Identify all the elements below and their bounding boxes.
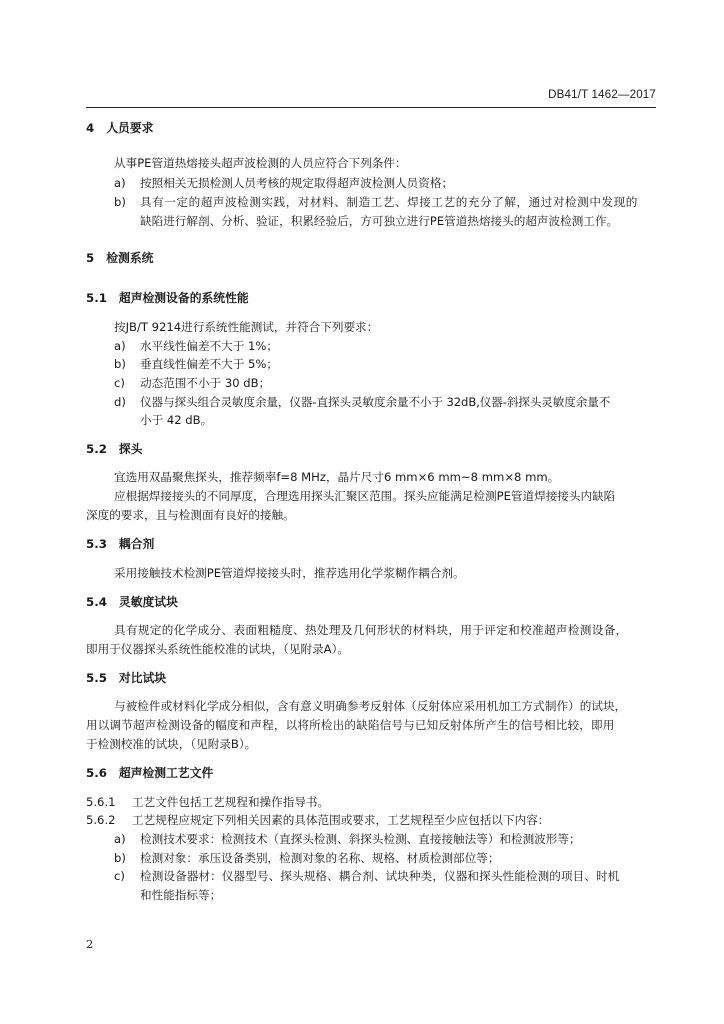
section-5-1-item-b-label: b) — [114, 357, 126, 371]
section-4-item-b-text-2: 缺陷进行解剖、分析、验证，积累经验后，方可独立进行PE管道热熔接头的超声波检测工作。 — [140, 214, 619, 228]
section-5-title: 检测系统 — [106, 251, 154, 265]
section-5-1-item-c-label: c) — [114, 376, 125, 390]
section-5-2-para-2-line-2: 深度的要求，且与检测面有良好的接触。 — [86, 508, 295, 522]
section-5-4-title: 灵敏度试块 — [118, 595, 178, 609]
section-5-6-heading — [86, 766, 213, 780]
section-5-6-item-c-label: c) — [114, 869, 125, 883]
section-5-3-heading — [86, 537, 154, 551]
section-5-6-item-a-label: a) — [114, 832, 126, 846]
section-5-2-number: 5.2 — [86, 442, 107, 456]
section-5-6-2-number: 5.6.2 — [86, 813, 116, 827]
section-5-1-intro: 按JB/T 9214进行系统性能测试，并符合下列要求： — [114, 320, 379, 334]
section-5-1-item-d-label: d) — [114, 395, 126, 409]
section-5-6-title: 超声检测工艺文件 — [118, 766, 214, 780]
section-5-1-number: 5.1 — [86, 291, 107, 305]
section-5-1-title: 超声检测设备的系统性能 — [118, 291, 249, 305]
section-4-item-b-text-1: 具有一定的超声波检测实践，对材料、制造工艺、焊接工艺的充分了解，通过对检测中发现的 — [140, 195, 638, 209]
section-5-1-item-c-text: 动态范围不小于 30 dB； — [140, 376, 271, 390]
section-5-6-1-number: 5.6.1 — [86, 795, 116, 809]
header-rule — [86, 107, 656, 108]
section-5-6-item-b-text: 检测对象：承压设备类别，检测对象的名称、规格、材质检测部位等； — [140, 851, 500, 865]
section-4-number: 4 — [86, 121, 95, 135]
section-5-2-para-1: 宜选用双晶聚焦探头，推荐频率f=8 MHz，晶片尺寸6 mm×6 mm~8 mm×8 mm。 — [114, 470, 560, 484]
section-4-heading — [86, 121, 153, 135]
section-5-number: 5 — [86, 251, 95, 265]
section-4-item-a-text: 按照相关无损检测人员考核的规定取得超声波检测人员资格； — [140, 176, 454, 190]
section-5-5-para-line-2: 用以调节超声检测设备的幅度和声程，以将所检出的缺陷信号与已知反射体所产生的信号相比较，即用 — [86, 718, 615, 732]
section-5-5-heading — [86, 671, 166, 685]
section-4-item-a-label: a) — [114, 176, 126, 190]
section-5-4-para-line-2: 即用于仪器探头系统性能校准的试块，（见附录A）。 — [86, 642, 349, 656]
section-5-1-item-a-text: 水平线性偏差不大于 1%； — [140, 339, 279, 353]
section-5-6-1-text: 工艺文件包括工艺规程和操作指导书。 — [132, 795, 330, 809]
section-5-5-title: 对比试块 — [118, 671, 167, 685]
section-5-4-para-line-1: 具有规定的化学成分、表面粗糙度、热处理及几何形状的材料块，用于评定和校准超声检测设备， — [114, 623, 628, 637]
section-5-3-title: 耦合剂 — [118, 537, 155, 551]
section-4-intro: 从事PE管道热熔接头超声波检测的人员应符合下列条件： — [114, 156, 407, 170]
section-5-2-title: 探头 — [118, 442, 143, 456]
section-5-1-item-a-label: a) — [114, 339, 126, 353]
section-5-2-heading — [86, 442, 143, 456]
section-5-6-number: 5.6 — [86, 766, 107, 780]
section-5-6-item-c-text-2: 和性能指标等； — [140, 888, 222, 902]
section-5-6-item-a-text: 检测技术要求：检测技术（直探头检测、斜探头检测、直接接触法等）和检测波形等； — [140, 832, 581, 846]
section-5-4-number: 5.4 — [86, 595, 107, 609]
page-number: 2 — [86, 937, 94, 951]
section-5-2-para-2-line-1: 应根据焊接接头的不同厚度，合理选用探头汇聚区范围。探头应能满足检测PE管道焊接接头内缺陷 — [114, 489, 616, 503]
section-5-1-item-b-text: 垂直线性偏差不大于 5%； — [140, 357, 279, 371]
section-4-title: 人员要求 — [106, 121, 154, 135]
section-5-heading — [86, 251, 153, 265]
section-5-6-2-text: 工艺规程应规定下列相关因素的具体范围或要求，工艺规程至少应包括以下内容： — [132, 813, 550, 827]
section-5-1-item-d-text-2: 小于 42 dB。 — [140, 413, 213, 427]
section-5-6-item-c-text-1: 检测设备器材：仪器型号、探头规格、耦合剂、试块种类，仪器和探头性能检测的项目、时机 — [140, 869, 620, 883]
standard-code: DB41/T 1462—2017 — [548, 89, 656, 101]
section-5-3-number: 5.3 — [86, 537, 107, 551]
section-5-3-para-1: 采用接触技术检测PE管道焊接接头时，推荐选用化学浆糊作耦合剂。 — [114, 566, 465, 580]
section-5-5-para-line-3: 于检测校准的试块，（见附录B）。 — [86, 737, 257, 751]
section-5-6-item-b-label: b) — [114, 851, 126, 865]
section-5-1-item-d-text-1: 仪器与探头组合灵敏度余量，仪器-直探头灵敏度余量不小于 32dB,仪器-斜探头灵敏度余量不 — [140, 395, 611, 409]
section-4-item-b-label: b) — [114, 195, 126, 209]
section-5-5-para-line-1: 与被检件或材料化学成分相似，含有意义明确参考反射体（反射体应采用机加工方式制作）的试块， — [114, 699, 627, 713]
section-5-4-heading — [86, 595, 178, 609]
section-5-1-heading — [86, 291, 249, 305]
section-5-5-number: 5.5 — [86, 671, 107, 685]
